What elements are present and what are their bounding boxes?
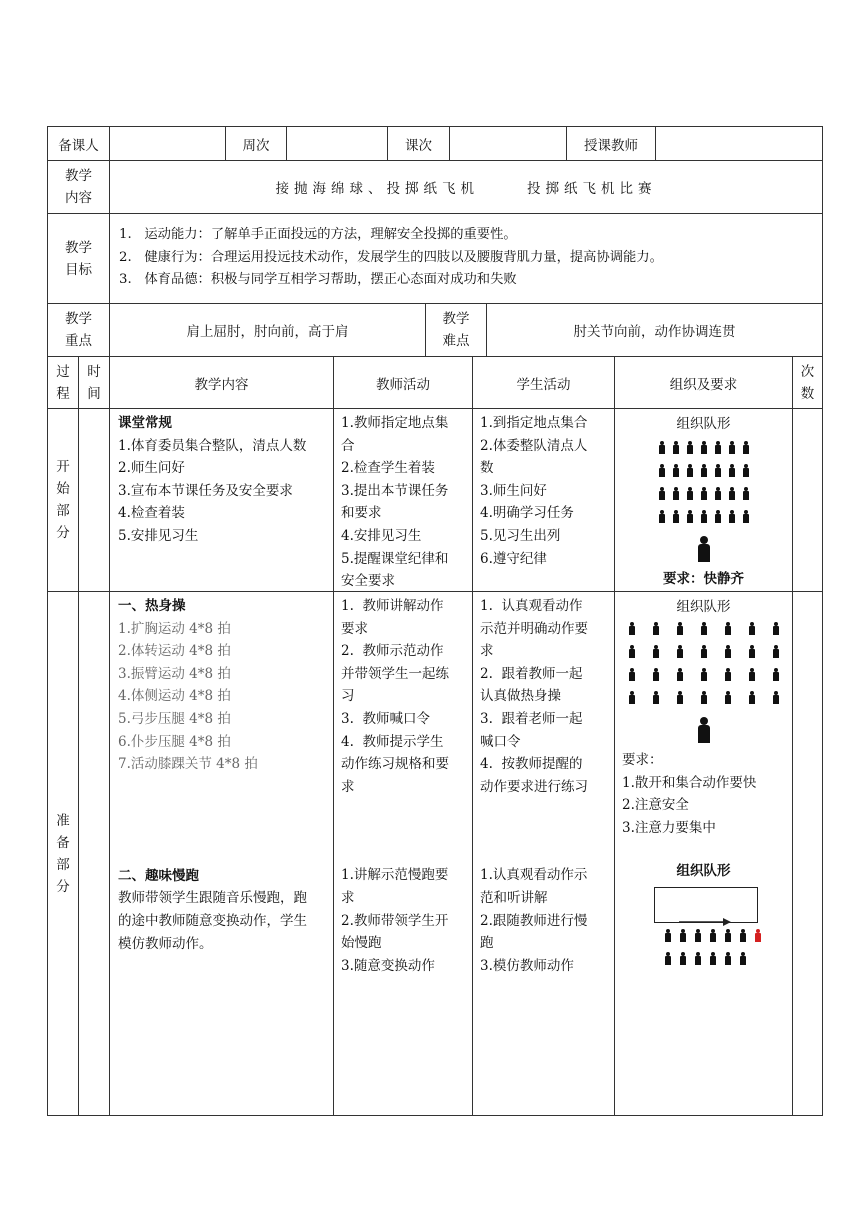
student-icon (672, 510, 680, 523)
goals-list (110, 214, 822, 303)
goal-item: 3. 体育品德：积极与同学互相学习帮助，摆正心态面对成功和失败 (119, 272, 517, 288)
start-teacher: 1.教师指定地点集 合 2.检查学生着装 3.提出本节课任务 和要求 4.安排见习生 5.提醒课堂纪律和 安全要求 (334, 409, 473, 591)
goal-item: 1. 运动能力：了解单手正面投远的方法，理解安全投掷的重要性。 (119, 227, 517, 242)
student-icon (748, 668, 756, 681)
teacher-icon (697, 717, 711, 743)
student-icon (724, 622, 732, 635)
prep-content (110, 592, 334, 1115)
student-icon (686, 510, 694, 523)
student-icon (700, 510, 708, 523)
student-row (615, 459, 792, 482)
student-icon (664, 929, 672, 942)
week-value[interactable] (287, 127, 388, 160)
student-row (664, 929, 762, 942)
student-row (615, 505, 792, 528)
start-time[interactable] (79, 409, 110, 591)
list-item: 1.扩胸运动 4*8 拍 (118, 620, 231, 637)
prep-section-row (47, 591, 823, 1116)
student-icon (742, 510, 750, 523)
student-icon (748, 691, 756, 704)
prep-section-label: 准 备 部 分 (48, 592, 79, 1115)
prep-count[interactable] (793, 592, 822, 1115)
student-icon (714, 510, 722, 523)
student-icon (700, 668, 708, 681)
student-icon (628, 645, 636, 658)
student-icon (714, 487, 722, 500)
teacher-leader-icon (754, 929, 762, 942)
student-icon (728, 441, 736, 454)
student-icon (724, 952, 732, 965)
student-icon (700, 487, 708, 500)
requirement-item: 2.注意安全 (622, 797, 689, 814)
teacher-label: 授课教师 (567, 127, 656, 160)
content-text: 接抛海绵球、投掷纸飞机 投掷纸飞机比赛 (275, 181, 657, 197)
start-content (110, 409, 334, 591)
student-icon (658, 487, 666, 500)
student-icon (714, 464, 722, 477)
key-label: 教学 重点 (48, 304, 110, 356)
org-title: 组织队形 (676, 599, 731, 615)
student-icon (672, 441, 680, 454)
start-student: 1.到指定地点集合 2.体委整队清点人 数 3.师生问好 4.明确学习任务 5.见习生出列 6.遵守纪律 (473, 409, 615, 591)
student-icon (652, 691, 660, 704)
col-time: 时 间 (79, 357, 110, 408)
goals-row (47, 213, 823, 303)
student-icon (664, 952, 672, 965)
student-icon (676, 668, 684, 681)
student-row (615, 686, 792, 709)
student-icon (728, 464, 736, 477)
student-icon (686, 441, 694, 454)
start-section-row (47, 408, 823, 591)
jog-title: 二、趣味慢跑 (118, 867, 199, 884)
student-icon (772, 645, 780, 658)
jog-text-line: 教师带领学生跟随音乐慢跑，跑 (118, 890, 307, 907)
difficulty-label: 教学 难点 (426, 304, 487, 356)
start-org (615, 409, 793, 591)
content-row (47, 160, 823, 213)
student-icon (658, 464, 666, 477)
student-icon (772, 668, 780, 681)
jog-text-line: 模仿教师动作。 (118, 935, 213, 952)
start-content-title: 课堂常规 (118, 415, 172, 431)
prep-teacher: 1. 教师讲解动作 要求 2. 教师示范动作 并带领学生一起练 习 3. 教师喊口令 4. 教师提示学生 动作练习规格和要 求 1.讲解示范慢跑要 求 2.教师带领学生开 始慢跑 3.随意变换动作 (334, 592, 473, 1115)
preparer-value[interactable] (110, 127, 226, 160)
student-icon (714, 441, 722, 454)
list-item: 5.弓步压腿 4*8 拍 (118, 710, 231, 727)
start-section-label: 开 始 部 分 (48, 409, 79, 591)
jog-formation-diagram (615, 879, 792, 969)
teacher-value[interactable] (656, 127, 822, 160)
student-icon (658, 441, 666, 454)
student-icon (658, 510, 666, 523)
student-icon (700, 691, 708, 704)
student-icon (672, 464, 680, 477)
list-item: 4.检查着装 (118, 505, 185, 522)
student-icon (700, 622, 708, 635)
col-teacher: 教师活动 (334, 357, 473, 408)
org-title: 组织队形 (676, 416, 731, 432)
col-content: 教学内容 (110, 357, 334, 408)
prep-time[interactable] (79, 592, 110, 1115)
keypoints-row (47, 303, 823, 356)
student-icon (652, 622, 660, 635)
list-item: 7.活动膝踝关节 4*8 拍 (118, 756, 258, 773)
student-icon (724, 668, 732, 681)
student-icon (700, 441, 708, 454)
student-icon (628, 622, 636, 635)
student-icon (772, 622, 780, 635)
list-item: 1.体育委员集合整队，清点人数 (118, 437, 307, 454)
student-icon (679, 952, 687, 965)
preparer-label: 备课人 (48, 127, 110, 160)
student-icon (676, 691, 684, 704)
student-icon (772, 691, 780, 704)
formation-diagram (615, 617, 792, 745)
list-item: 3.宣布本节课任务及安全要求 (118, 482, 293, 499)
col-org: 组织及要求 (615, 357, 793, 408)
content-label: 教学 内容 (48, 161, 110, 213)
list-item: 2.师生问好 (118, 460, 185, 477)
col-count: 次 数 (800, 363, 815, 402)
list-item: 3.振臂运动 4*8 拍 (118, 665, 231, 682)
student-icon (672, 487, 680, 500)
student-icon (728, 510, 736, 523)
student-icon (742, 487, 750, 500)
col-process: 过 程 (48, 357, 79, 408)
student-icon (742, 464, 750, 477)
student-icon (709, 952, 717, 965)
student-icon (728, 487, 736, 500)
list-item: 5.安排见习生 (118, 527, 199, 544)
student-row (615, 436, 792, 459)
student-icon (724, 645, 732, 658)
student-icon (748, 622, 756, 635)
student-icon (676, 622, 684, 635)
org-requirement: 要求：快静齐 (663, 571, 744, 587)
student-icon (700, 464, 708, 477)
lesson-value[interactable] (450, 127, 567, 160)
list-item: 6.仆步压腿 4*8 拍 (118, 733, 231, 750)
teacher-icon (697, 536, 711, 562)
student-icon (748, 645, 756, 658)
goals-label: 教学 目标 (48, 214, 110, 303)
student-icon (628, 691, 636, 704)
warmup-requirements: 要求： 1.散开和集合动作要快 2.注意安全 3.注意力要集中 (615, 749, 792, 839)
requirement-item: 3.注意力要集中 (622, 819, 716, 836)
student-icon (709, 929, 717, 942)
student-icon (652, 668, 660, 681)
student-row (615, 482, 792, 505)
column-header-row (47, 356, 823, 408)
student-icon (679, 929, 687, 942)
student-icon (724, 691, 732, 704)
student-icon (739, 929, 747, 942)
student-row (664, 952, 747, 965)
prep-org (615, 592, 793, 1115)
student-icon (739, 952, 747, 965)
student-icon (652, 645, 660, 658)
start-count[interactable] (793, 409, 822, 591)
student-icon (742, 441, 750, 454)
student-icon (694, 952, 702, 965)
warmup-title: 一、热身操 (118, 598, 186, 614)
student-icon (724, 929, 732, 942)
student-icon (676, 645, 684, 658)
jog-org-title: 组织队形 (676, 863, 731, 880)
student-row (615, 617, 792, 640)
jog-text-line: 的途中教师随意变换动作，学生 (118, 912, 307, 929)
student-icon (694, 929, 702, 942)
student-icon (686, 464, 694, 477)
header-row (47, 126, 823, 160)
lesson-label: 课次 (388, 127, 450, 160)
student-row (615, 640, 792, 663)
list-item: 2.体转运动 4*8 拍 (118, 643, 231, 660)
goal-item: 2. 健康行为：合理运用投远技术动作，发展学生的四肢以及腰腹背肌力量，提高协调能力。 (119, 249, 663, 265)
student-icon (700, 645, 708, 658)
list-item: 4.体侧运动 4*8 拍 (118, 688, 231, 705)
student-row (615, 663, 792, 686)
formation-diagram (615, 436, 792, 564)
student-icon (628, 668, 636, 681)
requirement-item: 1.散开和集合动作要快 (622, 774, 757, 791)
student-icon (686, 487, 694, 500)
difficulty-text: 肘关节向前，动作协调连贯 (573, 324, 736, 340)
key-text: 肩上屈肘，肘向前，高于肩 (110, 304, 426, 356)
lesson-plan-table (47, 126, 823, 1116)
week-label: 周次 (226, 127, 287, 160)
col-student: 学生活动 (473, 357, 615, 408)
prep-student: 1. 认真观看动作 示范并明确动作要 求 2. 跟着教师一起 认真做热身操 3. 跟着老师一起 喊口令 4. 按教师提醒的 动作要求进行练习 1.认真观看动作示 范和听讲解 2.跟随教师进行慢 跑 3.模仿教师动作 (473, 592, 615, 1115)
